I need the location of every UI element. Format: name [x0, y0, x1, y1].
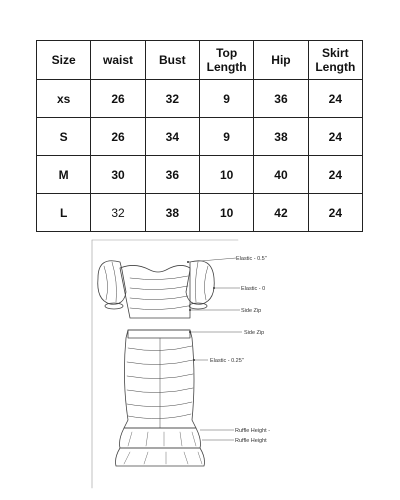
header-bust: Bust: [145, 41, 199, 80]
header-top-length: Top Length: [199, 41, 253, 80]
header-waist: waist: [91, 41, 145, 80]
top-ruching-lines: [130, 276, 188, 310]
cell-bust: 32: [145, 80, 199, 118]
cell-top-length: 9: [199, 80, 253, 118]
garment-sketch: [90, 238, 310, 500]
cell-bust: 34: [145, 118, 199, 156]
table-row: [37, 156, 363, 194]
label-ruffle-height-1: Ruffle Height -: [235, 428, 271, 434]
cell-hip: 42: [254, 194, 308, 232]
callout-dot: [187, 261, 189, 263]
cell-hip: 40: [254, 156, 308, 194]
cell-bust: 38: [145, 194, 199, 232]
label-elastic-mid: Elastic - 0: [241, 286, 266, 292]
skirt-waistband: [128, 330, 190, 338]
label-elastic-skirt: Elastic - 0.25": [210, 358, 244, 364]
cell-size: xs: [37, 80, 91, 118]
right-sleeve-gather-lines: [195, 262, 208, 302]
cell-waist: 30: [91, 156, 145, 194]
cell-skirt-length: 24: [308, 118, 362, 156]
cell-top-length: 9: [199, 118, 253, 156]
callout-dot: [213, 287, 215, 289]
label-side-zip-top: Side Zip: [241, 308, 262, 314]
header-hip: Hip: [254, 41, 308, 80]
cell-top-length: 10: [199, 194, 253, 232]
cell-skirt-length: 24: [308, 156, 362, 194]
cell-waist: 26: [91, 80, 145, 118]
top-bodice-outline: [120, 265, 190, 318]
header-size: Size: [37, 41, 91, 80]
table-row: [37, 118, 363, 156]
callout-dot: [193, 359, 195, 361]
label-ruffle-height-2: Ruffle Height: [235, 438, 267, 444]
label-elastic-top: Elastic - 0.5": [236, 256, 267, 262]
table-row: [37, 80, 363, 118]
callout-dot: [189, 309, 191, 311]
cell-hip: 36: [254, 80, 308, 118]
cell-size: L: [37, 194, 91, 232]
cell-hip: 38: [254, 118, 308, 156]
cell-waist: 32: [91, 194, 145, 232]
cell-size: M: [37, 156, 91, 194]
size-chart-table: [36, 40, 363, 232]
label-side-zip-skirt: Side Zip: [244, 330, 265, 336]
cell-top-length: 10: [199, 156, 253, 194]
callout-leader-elastic-top: [188, 258, 236, 262]
header-skirt-length: Skirt Length: [308, 41, 362, 80]
cell-skirt-length: 24: [308, 80, 362, 118]
table-row: [37, 194, 363, 232]
cell-waist: 26: [91, 118, 145, 156]
skirt-ruffle-tier-2: [116, 448, 205, 466]
left-sleeve-gather-lines: [104, 262, 117, 302]
table-header-row: [37, 41, 363, 80]
cell-bust: 36: [145, 156, 199, 194]
cell-skirt-length: 24: [308, 194, 362, 232]
callout-dot: [189, 331, 191, 333]
skirt-ruffle-tier-1: [120, 428, 201, 448]
cell-size: S: [37, 118, 91, 156]
